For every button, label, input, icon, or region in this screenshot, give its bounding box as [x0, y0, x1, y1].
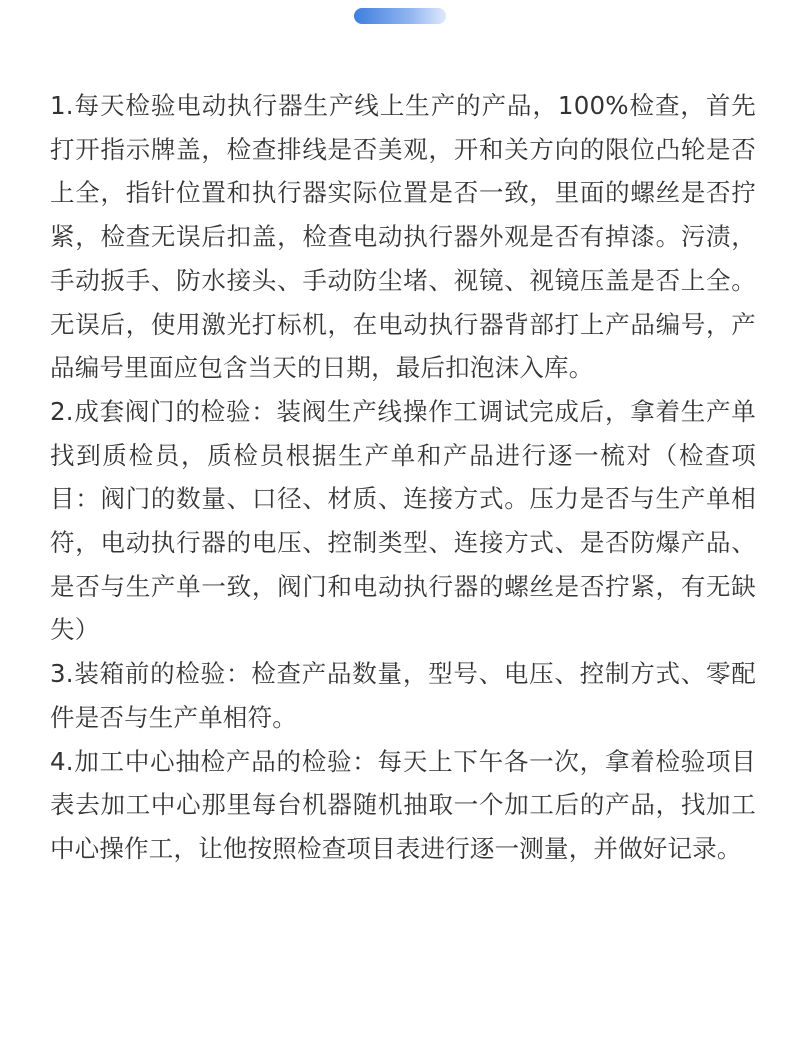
paragraph-4: 4.加工中心抽检产品的检验：每天上下午各一次，拿着检验项目表去加工中心那里每台机器随机抽取一个加工后的产品，找加工中心操作工，让他按照检查项目表进行逐一测量，并做好记录。	[50, 746, 756, 863]
top-decorative-pill	[354, 8, 446, 24]
paragraph-3: 3.装箱前的检验：检查产品数量，型号、电压、控制方式、零配件是否与生产单相符。	[50, 659, 756, 732]
document-body	[50, 84, 756, 871]
paragraph-2: 2.成套阀门的检验：装阀生产线操作工调试完成后，拿着生产单找到质检员，质检员根据生产单和产品进行逐一梳对（检查项目：阀门的数量、口径、材质、连接方式。压力是否与生产单相符，电动执行器的电压、控制类型、连接方式、是否防爆产品、是否与生产单一致，阀门和电动执行器的螺丝是否拧紧，有无缺失）	[50, 396, 756, 645]
paragraph-1: 1.每天检验电动执行器生产线上生产的产品，100%检查，首先打开指示牌盖，检查排线是否美观，开和关方向的限位凸轮是否上全，指针位置和执行器实际位置是否一致，里面的螺丝是否拧紧，检查无误后扣盖，检查电动执行器外观是否有掉漆。污渍，手动扳手、防水接头、手动防尘堵、视镜、视镜压盖是否上全。无误后，使用激光打标机，在电动执行器背部打上产品编号，产品编号里面应包含当天的日期，最后扣泡沫入库。	[50, 91, 756, 383]
